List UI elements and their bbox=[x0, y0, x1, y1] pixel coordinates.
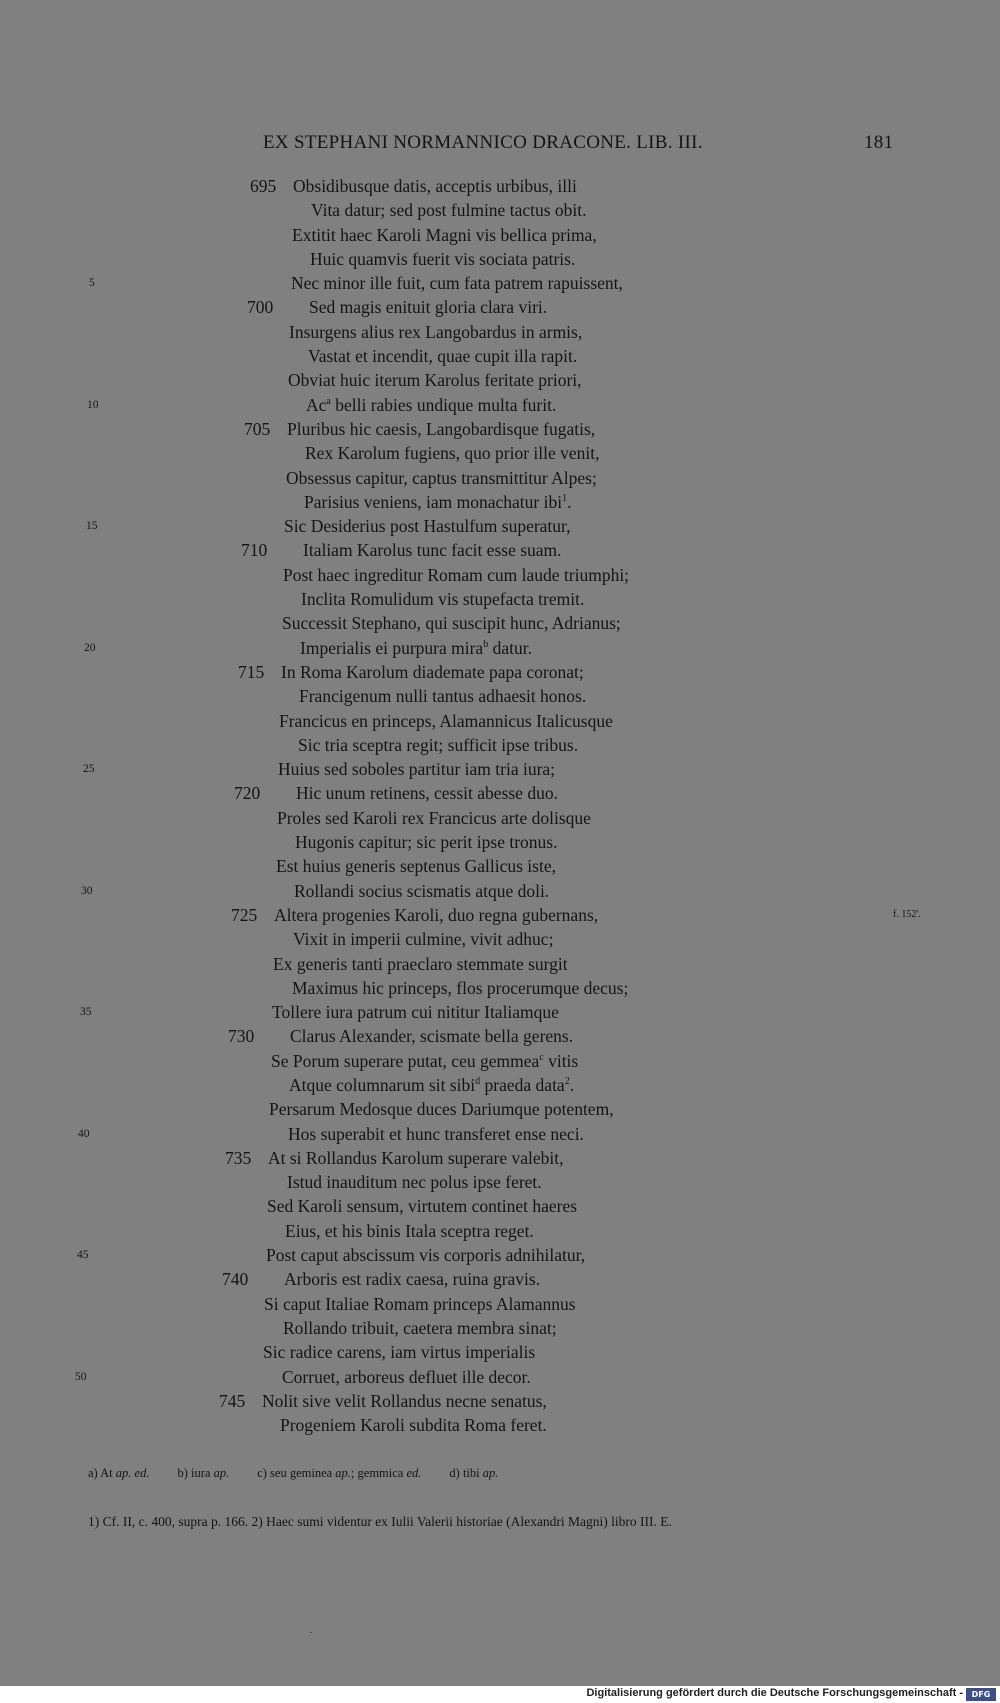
speck bbox=[310, 1632, 312, 1633]
verse-text: Obsessus capitur, captus transmittitur Alpes; bbox=[286, 467, 597, 488]
verse-text: Sic Desiderius post Hastulfum superatur, bbox=[284, 516, 571, 537]
line-number: 45 bbox=[77, 1249, 89, 1262]
verse-line bbox=[0, 733, 1000, 757]
note-marker: c bbox=[539, 1051, 544, 1063]
verse-line bbox=[0, 368, 1000, 392]
verse-text: Italiam Karolus tunc facit esse suam. bbox=[303, 540, 562, 561]
verse-text: Nolit sive velit Rollandus necne senatus, bbox=[262, 1390, 547, 1411]
verse-text: Parisius veniens, iam monachatur ibi$^1$. bbox=[304, 491, 572, 512]
verse-number: 730 bbox=[228, 1026, 255, 1047]
verse-line bbox=[0, 611, 1000, 635]
verse-text: Progeniem Karoli subdita Roma feret. bbox=[280, 1415, 547, 1436]
line-number: 35 bbox=[80, 1006, 92, 1019]
verse-text: Vixit in imperii culmine, vivit adhuc; bbox=[293, 929, 554, 950]
verse-line bbox=[0, 1413, 1000, 1437]
verse-line bbox=[0, 1389, 1000, 1413]
verse-line bbox=[0, 1316, 1000, 1340]
verse-line bbox=[0, 344, 1000, 368]
verse-line bbox=[0, 563, 1000, 587]
verse-line bbox=[0, 806, 1000, 830]
funding-credit: Digitalisierung gefördert durch die Deutsche Forschungsgemeinschaft - bbox=[586, 1687, 963, 1699]
line-number: 40 bbox=[78, 1127, 90, 1140]
running-title: EX STEPHANI NORMANNICO DRACONE. LIB. III. bbox=[263, 132, 703, 153]
verse-number: 740 bbox=[222, 1269, 249, 1290]
verse-line bbox=[0, 417, 1000, 441]
verse-text: Altera progenies Karoli, duo regna gubernans, bbox=[274, 904, 599, 925]
verse-text: In Roma Karolum diademate papa coronat; bbox=[281, 661, 584, 682]
page-number: 181 bbox=[864, 132, 894, 153]
verse-line bbox=[0, 1049, 1000, 1073]
verse-line bbox=[0, 514, 1000, 538]
verse-text: Maximus hic princeps, flos procerumque decus; bbox=[292, 977, 629, 998]
dfg-logo: DFG bbox=[966, 1688, 996, 1701]
line-number: 10 bbox=[87, 398, 99, 411]
verse-text: Se Porum superare putat, ceu gemmea$^c$ vitis bbox=[271, 1050, 579, 1071]
verse-line bbox=[0, 1243, 1000, 1267]
apparatus-entry: a) At ap. ed. bbox=[88, 1466, 150, 1480]
footer-bar bbox=[0, 1686, 1000, 1703]
verse-line bbox=[0, 781, 1000, 805]
apparatus-entry: b) iura ap. bbox=[177, 1466, 230, 1480]
verse-text: Successit Stephano, qui suscipit hunc, Adrianus; bbox=[282, 613, 621, 634]
apparatus-entry: c) seu geminea ap.; gemmica ed. bbox=[257, 1466, 422, 1480]
line-number: 20 bbox=[84, 641, 96, 654]
verse-text: Hugonis capitur; sic perit ipse tronus. bbox=[295, 832, 558, 853]
verse-text: Arboris est radix caesa, ruina gravis. bbox=[284, 1269, 541, 1290]
verse-line bbox=[0, 636, 1000, 660]
verse-line bbox=[0, 1292, 1000, 1316]
verse-line bbox=[0, 198, 1000, 222]
verse-line bbox=[0, 393, 1000, 417]
verse-number: 720 bbox=[234, 783, 261, 804]
line-number: 50 bbox=[75, 1370, 87, 1383]
verse-text: Post haec ingreditur Romam cum laude triumphi; bbox=[283, 564, 630, 585]
verse-text: Persarum Medosque duces Dariumque potentem, bbox=[269, 1099, 614, 1120]
verse-text: Est huius generis septenus Gallicus iste, bbox=[276, 856, 556, 877]
verse-text: Sic tria sceptra regit; sufficit ipse tribus. bbox=[298, 734, 579, 755]
verse-text: Huius sed soboles partitur iam tria iura; bbox=[278, 759, 556, 780]
verse-text: Sed magis enituit gloria clara viri. bbox=[309, 297, 548, 318]
verse-text: Hos superabit et hunc transferet ense neci. bbox=[288, 1123, 584, 1144]
verse-line bbox=[0, 247, 1000, 271]
verse-text: Rollando tribuit, caetera membra sinat; bbox=[283, 1317, 557, 1338]
line-number: 25 bbox=[83, 763, 95, 776]
verse-number: 725 bbox=[231, 904, 258, 925]
verse-text: Corruet, arboreus defluet ille decor. bbox=[282, 1366, 531, 1387]
verse-line bbox=[0, 271, 1000, 295]
verse-number: 700 bbox=[247, 297, 274, 318]
verse-number: 745 bbox=[219, 1390, 246, 1411]
verse-text: Eius, et his binis Itala sceptra reget. bbox=[285, 1220, 534, 1241]
line-number: 30 bbox=[81, 884, 93, 897]
verse-text: Rollandi socius scismatis atque doli. bbox=[294, 880, 550, 901]
verse-number: 705 bbox=[244, 418, 271, 439]
folio-note: f. 152'. bbox=[893, 908, 921, 920]
note-marker: b bbox=[483, 638, 489, 650]
verse-line bbox=[0, 1340, 1000, 1364]
verse-text: Ex generis tanti praeclaro stemmate surgit bbox=[273, 953, 568, 974]
verse-line bbox=[0, 757, 1000, 781]
verse-line bbox=[0, 1000, 1000, 1024]
verse-text: Vita datur; sed post fulmine tactus obit. bbox=[311, 200, 587, 221]
apparatus-entry: d) tibi ap. bbox=[449, 1466, 499, 1480]
verse-line bbox=[0, 223, 1000, 247]
verse-line bbox=[0, 1219, 1000, 1243]
verse-text: Inclita Romulidum vis stupefacta tremit. bbox=[301, 589, 585, 610]
verse-text: Extitit haec Karoli Magni vis bellica prima, bbox=[292, 224, 597, 245]
verse-text: Rex Karolum fugiens, quo prior ille venit, bbox=[305, 443, 600, 464]
verse-line bbox=[0, 174, 1000, 198]
verse-line bbox=[0, 587, 1000, 611]
verse-text: Obsidibusque datis, acceptis urbibus, illi bbox=[293, 176, 577, 196]
note-marker: 2 bbox=[564, 1076, 570, 1088]
verse-text: Francigenum nulli tantus adhaesit honos. bbox=[299, 686, 587, 707]
verse-line bbox=[0, 490, 1000, 514]
verse-line bbox=[0, 295, 1000, 319]
verse-line bbox=[0, 660, 1000, 684]
verse-text: Proles sed Karoli rex Francicus arte dolisque bbox=[277, 807, 591, 828]
verse-line bbox=[0, 903, 1000, 927]
verse-text: Post caput abscissum vis corporis adnihilatur, bbox=[266, 1245, 586, 1266]
verse-line bbox=[0, 1146, 1000, 1170]
verse-line bbox=[0, 466, 1000, 490]
verse-text: Nec minor ille fuit, cum fata patrem rapuissent, bbox=[291, 273, 623, 294]
verse-line bbox=[0, 320, 1000, 344]
verse-line bbox=[0, 1365, 1000, 1389]
verse-line bbox=[0, 879, 1000, 903]
verse-text: Insurgens alius rex Langobardus in armis, bbox=[289, 321, 583, 342]
critical-apparatus bbox=[88, 1466, 526, 1481]
verse-text: Imperialis ei purpura mira$^b$ datur. bbox=[300, 637, 532, 658]
verse-line bbox=[0, 538, 1000, 562]
line-number: 5 bbox=[89, 277, 95, 290]
verse-number: 735 bbox=[225, 1147, 252, 1168]
verse-text: Atque columnarum sit sibi$^d$ praeda data$^2$. bbox=[289, 1074, 575, 1095]
verse-line bbox=[0, 1073, 1000, 1097]
verse-text: Pluribus hic caesis, Langobardisque fugatis, bbox=[287, 418, 596, 439]
verse-text: Francicus en princeps, Alamannicus Italicusque bbox=[279, 710, 613, 731]
note-marker: 1 bbox=[562, 493, 568, 505]
verse-text: Tollere iura patrum cui nititur Italiamque bbox=[272, 1002, 559, 1023]
verse-text: Sic radice carens, iam virtus imperialis bbox=[263, 1342, 536, 1363]
verse-line bbox=[0, 927, 1000, 951]
verse-line bbox=[0, 1122, 1000, 1146]
verse-text: At si Rollandus Karolum superare valebit, bbox=[268, 1147, 564, 1168]
verse-text: Vastat et incendit, quae cupit illa rapit. bbox=[308, 346, 578, 367]
verse-line bbox=[0, 1097, 1000, 1121]
verse-line bbox=[0, 1024, 1000, 1048]
footnotes: 1) Cf. II, c. 400, supra p. 166. 2) Haec sumi videntur ex Iulii Valerii historiae (Alexandri Magni) libro III. E. bbox=[88, 1514, 672, 1529]
line-number: 15 bbox=[86, 520, 98, 533]
verse-line bbox=[0, 1170, 1000, 1194]
verse-line bbox=[0, 709, 1000, 733]
verse-text: Istud inauditum nec polus ipse feret. bbox=[287, 1172, 542, 1193]
verse-text: Si caput Italiae Romam princeps Alamannus bbox=[264, 1293, 576, 1314]
verse-line bbox=[0, 1267, 1000, 1291]
note-marker: a bbox=[326, 395, 331, 407]
verse-number: 715 bbox=[238, 661, 265, 682]
verse-text: Obviat huic iterum Karolus feritate priori, bbox=[288, 370, 582, 391]
verse-block bbox=[0, 174, 1000, 1437]
note-marker: d bbox=[475, 1076, 481, 1088]
verse-line bbox=[0, 976, 1000, 1000]
verse-line bbox=[0, 854, 1000, 878]
verse-line bbox=[0, 441, 1000, 465]
verse-number: 710 bbox=[241, 540, 268, 561]
verse-text: Clarus Alexander, scismate bella gerens. bbox=[290, 1026, 574, 1047]
verse-line bbox=[0, 1194, 1000, 1218]
verse-line bbox=[0, 684, 1000, 708]
verse-line bbox=[0, 952, 1000, 976]
verse-text: Huic quamvis fuerit vis sociata patris. bbox=[310, 248, 576, 269]
verse-text: Sed Karoli sensum, virtutem continet haeres bbox=[267, 1196, 578, 1217]
verse-number: 695 bbox=[250, 176, 277, 196]
verse-text: Hic unum retinens, cessit abesse duo. bbox=[296, 783, 558, 804]
verse-text: Ac$^a$ belli rabies undique multa furit. bbox=[306, 394, 557, 415]
verse-line bbox=[0, 830, 1000, 854]
